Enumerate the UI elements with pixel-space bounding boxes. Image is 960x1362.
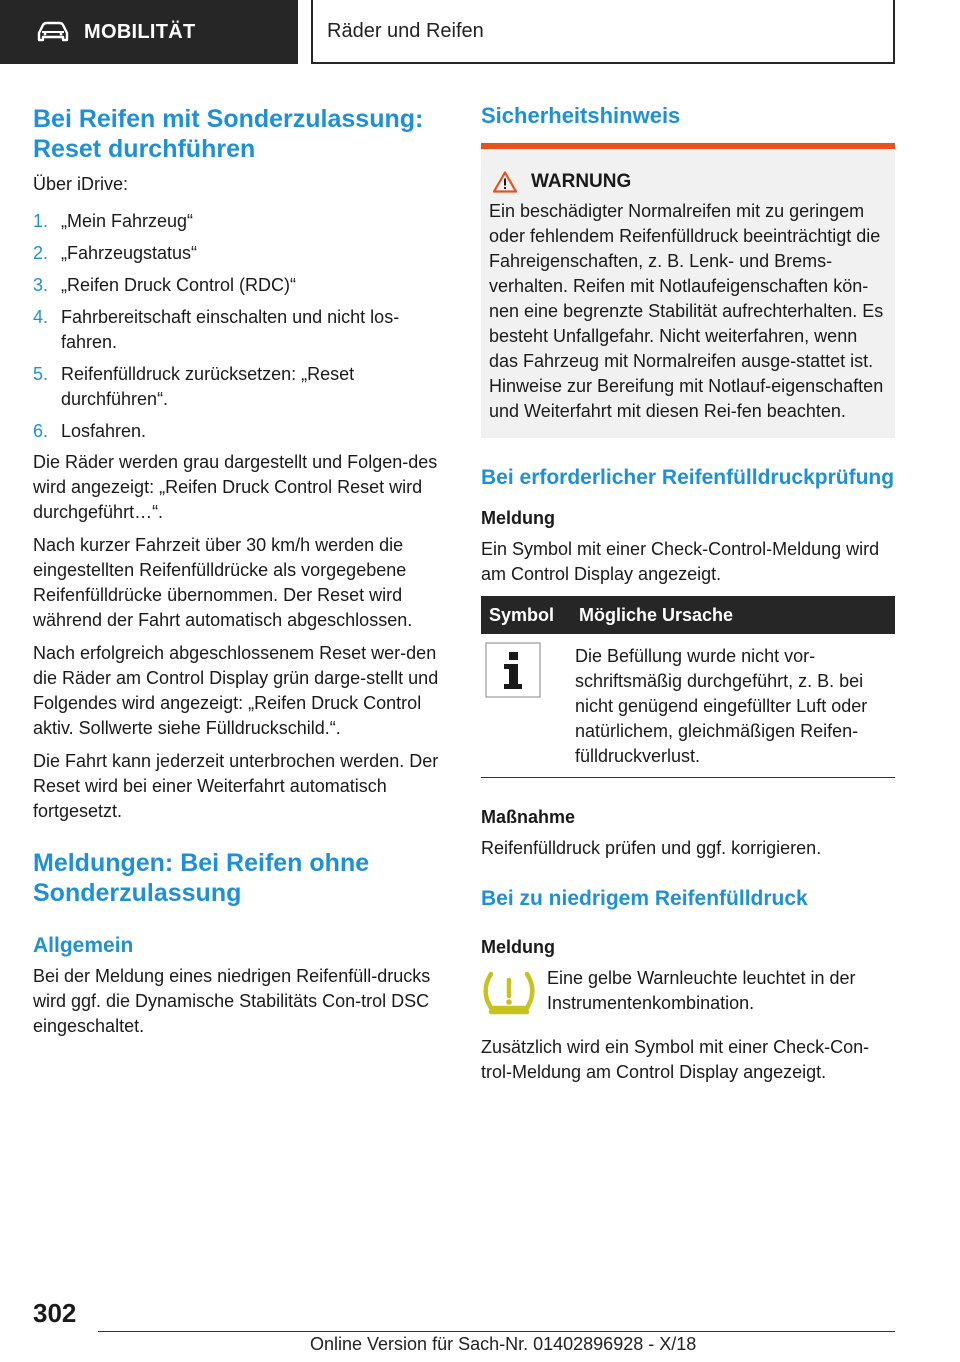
lamp-text: Eine gelbe Warnleuchte leuchtet in der Instrumentenkombination.: [547, 968, 856, 1013]
warning-title: WARNUNG: [531, 171, 632, 192]
step-text: „Reifen Druck Control (RDC)“: [61, 275, 297, 295]
table-row: [481, 634, 895, 778]
list-item: [33, 362, 445, 412]
meldung-label: Meldung: [481, 508, 555, 528]
meldung-label-2: Meldung: [481, 937, 555, 957]
table-header-row: [481, 596, 895, 634]
paragraph-interrupt: Die Fahrt kann jederzeit unterbrochen werden. Der Reset wird bei einer Weiterfahrt automatisch fortgesetzt.: [33, 751, 439, 821]
step-number: 6.: [33, 421, 49, 441]
info-icon: [485, 642, 541, 698]
paragraph-display-grey: Die Räder werden grau dargestellt und Folgen-des wird angezeigt: „Reifen Druck Control Reset wird durchgeführt…“.: [33, 452, 438, 522]
low-pressure-heading: Bei zu niedrigem Reifenfülldruck: [481, 887, 808, 910]
step-number: 4.: [33, 307, 49, 327]
warning-triangle-icon: [493, 171, 517, 193]
car-icon: [36, 21, 70, 43]
warning-header: [493, 171, 887, 193]
warning-box: [481, 143, 895, 438]
table-header-symbol: Symbol: [481, 596, 571, 634]
final-text: Zusätzlich wird ein Symbol mit einer Check-Con-trol-Meldung am Control Display angezeigt.: [481, 1037, 870, 1082]
step-text: Reifenfülldruck zurücksetzen: „Reset durchführen“.: [61, 364, 355, 409]
paragraph-speed: Nach kurzer Fahrzeit über 30 km/h werden die eingestellten Reifenfülldrücke als vorgegebene Reifenfülldrücke übernommen. Der Reset wird während der Fahrt automatisch abgeschlossen.: [33, 535, 413, 630]
idrive-intro: Über iDrive:: [33, 174, 129, 194]
header-section-tab: [0, 0, 298, 64]
massnahme-text: Reifenfülldruck prüfen und ggf. korrigieren.: [481, 838, 822, 858]
warning-text: Ein beschädigter Normalreifen mit zu geringem oder fehlendem Reifenfülldruck beeinträchtigt die Fahreigenschaften, z. B. Lenk- und Brems-verhalten. Reifen mit Notlaufeigenschaften kön-nen eine begrenzte Stabilität aufrechterhalten. Es besteht Unfallgefahr. Nicht weiterfahren, wenn das Fahrzeug mit Normalreifen ausge-stattet ist. Hinweise zur Bereifung mit Notlauf-eigenschaften und Weiterfahrt mit diesen Rei-fen beachten.: [489, 201, 884, 421]
paragraph-success: Nach erfolgreich abgeschlossenem Reset wer-den die Räder am Control Display grün darge-stellt und Folgendes wird angezeigt: „Reifen Druck Control aktiv. Sollwerte siehe Fülldruckschild.“.: [33, 643, 439, 738]
general-subheading: Allgemein: [33, 934, 134, 957]
step-number: 2.: [33, 243, 49, 263]
list-item: [33, 273, 445, 298]
list-item: [33, 209, 445, 234]
list-item: [33, 305, 445, 355]
list-item: [33, 419, 445, 444]
symbol-table: [481, 596, 895, 778]
step-text: Fahrbereitschaft einschalten und nicht los-fahren.: [61, 307, 400, 352]
reset-heading: Bei Reifen mit Sonderzulassung: Reset durchführen: [33, 105, 424, 163]
symbol-cell: [481, 634, 571, 778]
left-column: [33, 104, 445, 1039]
steps-list: [33, 209, 445, 444]
step-number: 1.: [33, 211, 49, 231]
step-text: Losfahren.: [61, 421, 147, 441]
list-item: [33, 241, 445, 266]
safety-heading: Sicherheitshinweis: [481, 103, 681, 128]
check-required-heading: Bei erforderlicher Reifenfülldruckprüfung: [481, 466, 895, 489]
step-text: „Mein Fahrzeug“: [61, 211, 194, 231]
footer-divider: [98, 1331, 895, 1332]
step-text: „Fahrzeugstatus“: [61, 243, 198, 263]
table-header-cause: Mögliche Ursache: [571, 596, 895, 634]
footer-version-text: Online Version für Sach-Nr. 01402896928 - X/18: [310, 1334, 697, 1354]
massnahme-label: Maßnahme: [481, 807, 576, 827]
right-column: [481, 102, 895, 1085]
meldung-text: Ein Symbol mit einer Check-Control-Meldung wird am Control Display angezeigt.: [481, 539, 880, 584]
section-title: MOBILITÄT: [84, 20, 196, 43]
messages-heading: Meldungen: Bei Reifen ohne Sonderzulassung: [33, 849, 370, 907]
cause-cell: Die Befüllung wurde nicht vor-schriftsmäßig durchgeführt, z. B. bei nicht genügend eingefüllter Luft oder natürlichem, gleichmäßigen Reifen-fülldruckverlust.: [571, 634, 895, 778]
tire-pressure-warning-icon: [481, 970, 537, 1016]
step-number: 3.: [33, 275, 49, 295]
page-number: 302: [33, 1298, 77, 1328]
paragraph-dsc: Bei der Meldung eines niedrigen Reifenfüll-drucks wird ggf. die Dynamische Stabilitäts Con-trol DSC eingeschaltet.: [33, 966, 431, 1036]
lamp-row: [481, 966, 895, 1016]
chapter-title: Räder und Reifen: [327, 19, 484, 42]
step-number: 5.: [33, 364, 49, 384]
header-chapter-box: [311, 0, 895, 64]
